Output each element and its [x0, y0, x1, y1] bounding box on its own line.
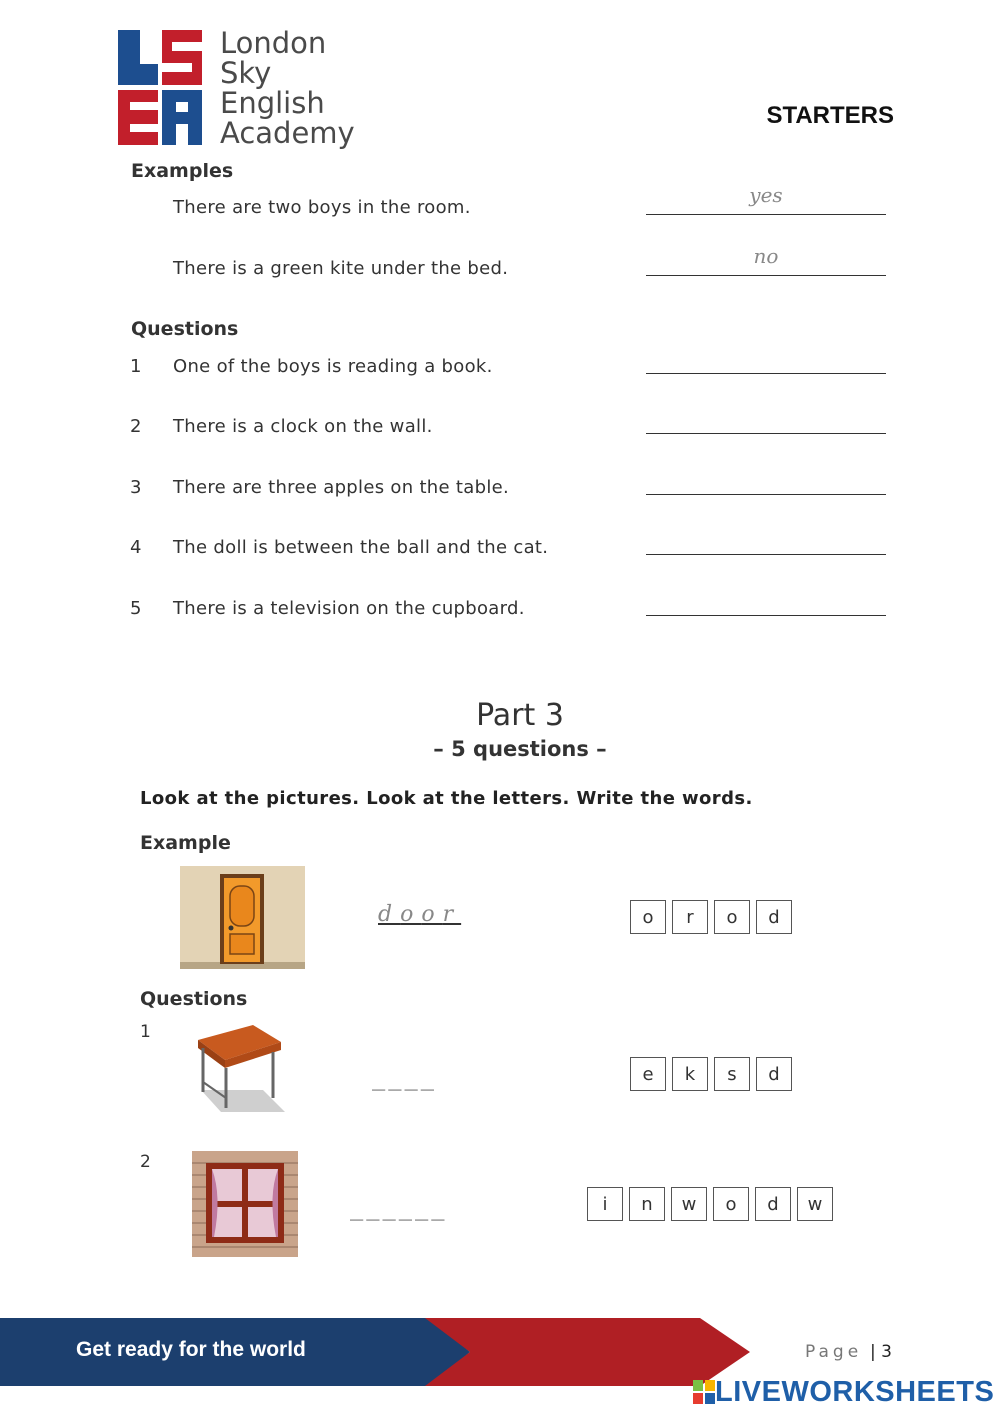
- answer-input-line[interactable]: [646, 373, 886, 374]
- example-heading: Example: [140, 832, 231, 854]
- liveworksheets-icon: [693, 1380, 715, 1404]
- question-number: 3: [130, 477, 142, 498]
- letter-box: s: [714, 1057, 750, 1091]
- answer-letter: o: [400, 902, 422, 927]
- liveworksheets-wordmark: LIVEWORKSHEETS: [715, 1375, 995, 1408]
- answer-input-line[interactable]: [646, 494, 886, 495]
- question-number: 4: [130, 537, 142, 558]
- letter-box: d: [755, 1187, 791, 1221]
- part3-questions-heading: Questions: [140, 988, 248, 1010]
- logo-tile-a: [162, 90, 202, 145]
- logo-line: Academy: [220, 116, 355, 150]
- academy-logo: [118, 28, 363, 153]
- letter-boxes: [587, 1187, 833, 1221]
- answer-line: [646, 275, 886, 276]
- questions-heading: Questions: [131, 318, 239, 340]
- question-text: One of the boys is reading a book.: [173, 356, 493, 377]
- example-row: [130, 244, 890, 288]
- example-text: There is a green kite under the bed.: [173, 258, 509, 279]
- question-number: 2: [140, 1152, 151, 1172]
- question-number: 1: [140, 1022, 151, 1042]
- answer-blanks[interactable]: ____: [372, 1066, 437, 1091]
- answer-blanks[interactable]: ______: [350, 1196, 448, 1221]
- example-answer: no: [753, 244, 779, 268]
- desk-picture: [193, 1020, 288, 1120]
- answer-letter: d: [378, 902, 401, 927]
- question-row: [130, 598, 890, 628]
- window-picture: [192, 1151, 298, 1257]
- example-answer: yes: [749, 183, 783, 207]
- liveworksheets-logo[interactable]: [693, 1376, 994, 1408]
- letter-box: n: [629, 1187, 665, 1221]
- example-text: There are two boys in the room.: [173, 197, 471, 218]
- question-text: The doll is between the ball and the cat.: [173, 537, 549, 558]
- question-text: There is a clock on the wall.: [173, 416, 433, 437]
- letter-box: r: [672, 900, 708, 934]
- example-word-answer: [378, 902, 461, 927]
- letter-box: o: [630, 900, 666, 934]
- instruction: Look at the pictures. Look at the letters. Write the words.: [140, 788, 753, 809]
- letter-box: e: [630, 1057, 666, 1091]
- logo-wordmark: [220, 28, 355, 148]
- question-number: 1: [130, 356, 142, 377]
- answer-letter: o: [421, 902, 443, 927]
- question-text: There is a television on the cupboard.: [173, 598, 525, 619]
- part-subtitle: – 5 questions –: [433, 737, 607, 761]
- logo-line: Sky: [220, 56, 272, 90]
- letter-box: o: [713, 1187, 749, 1221]
- answer-input-line[interactable]: [646, 554, 886, 555]
- example-row: [130, 183, 890, 227]
- letter-box: d: [756, 900, 792, 934]
- example-letter-boxes: [630, 900, 792, 934]
- letter-boxes: [630, 1057, 792, 1091]
- question-row: [130, 537, 890, 567]
- door-picture: [180, 866, 305, 969]
- answer-line: [646, 214, 886, 215]
- page-number: | 3: [870, 1342, 892, 1362]
- logo-tile-l: [118, 30, 158, 85]
- question-number: 2: [130, 416, 142, 437]
- question-number: 5: [130, 598, 142, 619]
- answer-input-line[interactable]: [646, 615, 886, 616]
- letter-box: d: [756, 1057, 792, 1091]
- answer-input-line[interactable]: [646, 433, 886, 434]
- answer-letter: r: [442, 902, 462, 927]
- logo-tile-e: [118, 90, 158, 145]
- level-title: STARTERS: [766, 102, 894, 129]
- page-label: Page: [805, 1342, 863, 1362]
- logo-line: London: [220, 26, 327, 60]
- question-row: [130, 356, 890, 386]
- question-row: [130, 416, 890, 446]
- letter-box: i: [587, 1187, 623, 1221]
- letter-box: w: [797, 1187, 833, 1221]
- examples-heading: Examples: [131, 160, 234, 182]
- part-title: Part 3: [476, 698, 564, 733]
- logo-tile-s: [162, 30, 202, 85]
- logo-line: English: [220, 86, 325, 120]
- question-row: [130, 477, 890, 507]
- question-text: There are three apples on the table.: [173, 477, 510, 498]
- footer-tagline: Get ready for the world: [76, 1338, 306, 1361]
- letter-box: o: [714, 900, 750, 934]
- letter-box: w: [671, 1187, 707, 1221]
- letter-box: k: [672, 1057, 708, 1091]
